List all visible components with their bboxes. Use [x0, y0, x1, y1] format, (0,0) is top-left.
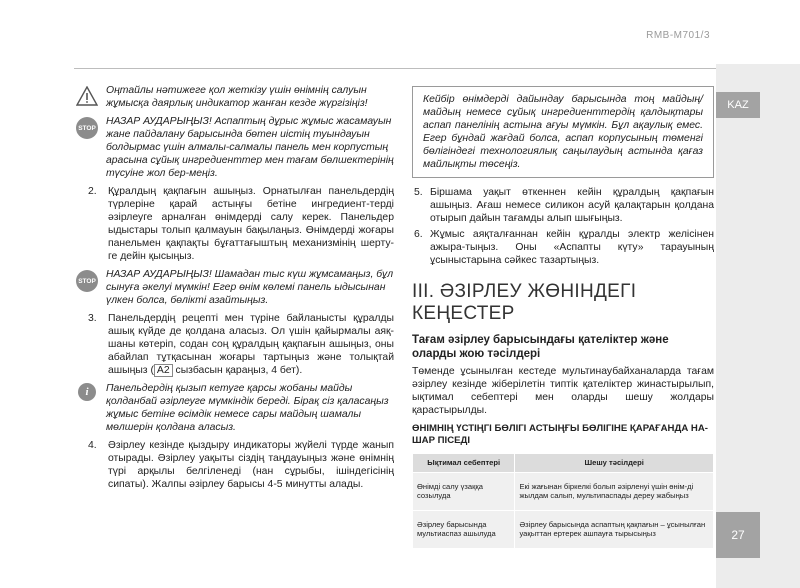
table-cell: Екі жағынан біркелкі болып әзірленуі үшін өнім-ді жылдам салып, мультипаспады дереу жабыңыз: [515, 472, 714, 510]
step-4-text: Әзірлеу кезінде қыздыру индикаторы жүйелі түрде жанып отырады. Әзірлеу уақыты сіздің таңдауыңыз және өнімнің түрі арқылы белгіленеді (нан сұрыбы, ішіндегісінің сипаты). Жалпы әзірлеу барысы 4-5 минутты алады.: [108, 440, 394, 490]
step-5: [412, 186, 714, 225]
right-column: [412, 86, 714, 549]
step-6: [412, 228, 714, 267]
header-divider: [74, 68, 716, 69]
step-2-number: 2.: [88, 186, 97, 197]
page-number: 27: [716, 512, 760, 558]
note-box: Кейбір өнімдерді дайындау барысында тоң майдың/майдың немесе сұйық ингредиенттердің қалдықтары аспап панелінің астына ағуы мүмкін. Бұл ақаулық емес. Егер бұндай жағдай болса, аспап корпусының төменгі бөлігіндегі технологиялық саңылаудың астында қағаз майлықты төсеңіз.: [412, 86, 714, 178]
left-column: [72, 84, 394, 496]
warning-note: [72, 84, 394, 110]
intro-paragraph: Төменде ұсынылған кестеде мультинауб​айханаларда тағам әзірлеу кезінде жіберілетін типтік қателіктер жинастырылып, ықтимал себептері мен оларды шешу жолдары қарастырылды.: [412, 366, 714, 416]
header-solutions: Шешу тәсілдері: [515, 454, 714, 473]
table-heading: ӨНІМНІҢ ҮСТІҢГІ БӨЛІГІ АСТЫҢҒЫ БӨЛІГІНЕ ҚАРАҒАНДА НА-ШАР ПІСЕДІ: [412, 423, 708, 446]
table-header-row: [413, 454, 714, 473]
attention-note-1: [72, 115, 394, 180]
section-title: III. ӘЗІРЛЕУ ЖӨНІНДЕГІ КЕҢЕСТЕР: [412, 281, 637, 324]
attention-text-1: НАЗАР АУДАРЫҢЫЗ! Аспаптың дұрыс жұмыс жасамауын жане пайдалану барысында бөтен иістің туындауын болдырмас үшін алмалы-салмалы панель мен корпустың арасына сұйық ингредиенттер мен тағам бөлшектерінің түсуіне жол бер-меңіз.: [106, 116, 394, 179]
info-text: Панельдердің қызып кетуге қарсы жобаны майды қолданбай әзірлеуге мүмкіндік береді. Бірақ сіз қаласаңыз жұмыс бетіне өсімдік немесе сары майдың шамалы мөлшерін қолдана аласыз.: [106, 383, 389, 433]
table-row: [413, 472, 714, 510]
step-5-text: Біршама уақыт өткеннен кейін құралдың қақпағын ашыңыз. Ағаш немесе силикон асуй қалақтарын қолдана отырып дайын тағамды алып шығыңыз.: [430, 187, 714, 224]
table-cell: Әзірлеу барысында мультиаспаз ашылуда: [413, 510, 515, 548]
table-cell: Өнімді салу үзаққа созылуда: [413, 472, 515, 510]
warning-text: Оңтайлы нәтижеге қол жеткізу үшін өнімнің салуын жұмысқа даярлық индикатор жанған кезде жүргізіңіз!: [106, 85, 368, 109]
info-icon: i: [78, 383, 96, 401]
table-row: [413, 510, 714, 548]
header-causes: Ықтимал себептері: [413, 454, 515, 473]
subsection-title: Тағам әзірлеу барысындағы қателіктер және оларды жою тәсілдері: [412, 334, 669, 360]
step-3: [72, 312, 394, 377]
step-4-number: 4.: [88, 440, 97, 451]
step-6-number: 6.: [414, 229, 423, 240]
table-cell: Әзірлеу барысында аспаптың қақпағын – ұсынылған уақыттан ертерек ашпауға тырысыңыз: [515, 510, 714, 548]
step-4: [72, 439, 394, 491]
step-3-text-end: сызбасын қараңыз, 4 бет).: [172, 365, 303, 376]
info-note: [72, 382, 394, 434]
step-6-text: Жұмыс аяқталғаннан кейін құралды электр желісінен ажыра-тыңыз. Оны «Аспапты күту» тарауының ұсыныстарына сәйкес тазартыңыз.: [430, 229, 714, 266]
step-3-number: 3.: [88, 313, 97, 324]
step-2-text: Құралдың қақпағын ашыңыз. Орнатылған панельдердің түрлеріне қарай астыңғы бетіне ингредиент-терді әзірлеуге арналған өнімдерді салу керек. Панельдер ыдыстары толып қалмауын бақылаңыз. Өнімдерді жоғары панельмен қақпақты бұғаттағыштың механизмінің шерту-ге дейін қысыңыз.: [108, 186, 394, 262]
step-3-text: [108, 313, 394, 377]
troubleshooting-table: [412, 453, 714, 549]
figure-reference: A2: [154, 364, 173, 377]
warning-icon: [76, 86, 98, 106]
stop-icon: STOP: [76, 270, 98, 292]
language-tab: KAZ: [716, 92, 760, 118]
attention-text-2: НАЗАР АУДАРЫҢЫЗ! Шамадан тыс күш жұмсамаңыз, бұл сынуға әкелуі мүмкін! Егер өнім көлемі панель ыдысынан үлкен болса, бөлікті азайтыңыз.: [106, 269, 394, 306]
sidebar: [716, 64, 800, 588]
model-number: RMB-M701/3: [646, 30, 710, 41]
stop-icon: STOP: [76, 117, 98, 139]
step-2: [72, 185, 394, 263]
attention-note-2: [72, 268, 394, 307]
step-5-number: 5.: [414, 187, 423, 198]
step-3-text-start: Панельдердің рецепті мен түріне байланысты құралды ашық күйде де қолдана аласыз. Ол үшін қайырмалы аяқ-шаны көтеріп, содан соң құралдың қақпағын ашыңыз, оны абайлап тұтқасынан жоғары тартыңыз және толықтай ашыңыз (: [108, 313, 394, 376]
